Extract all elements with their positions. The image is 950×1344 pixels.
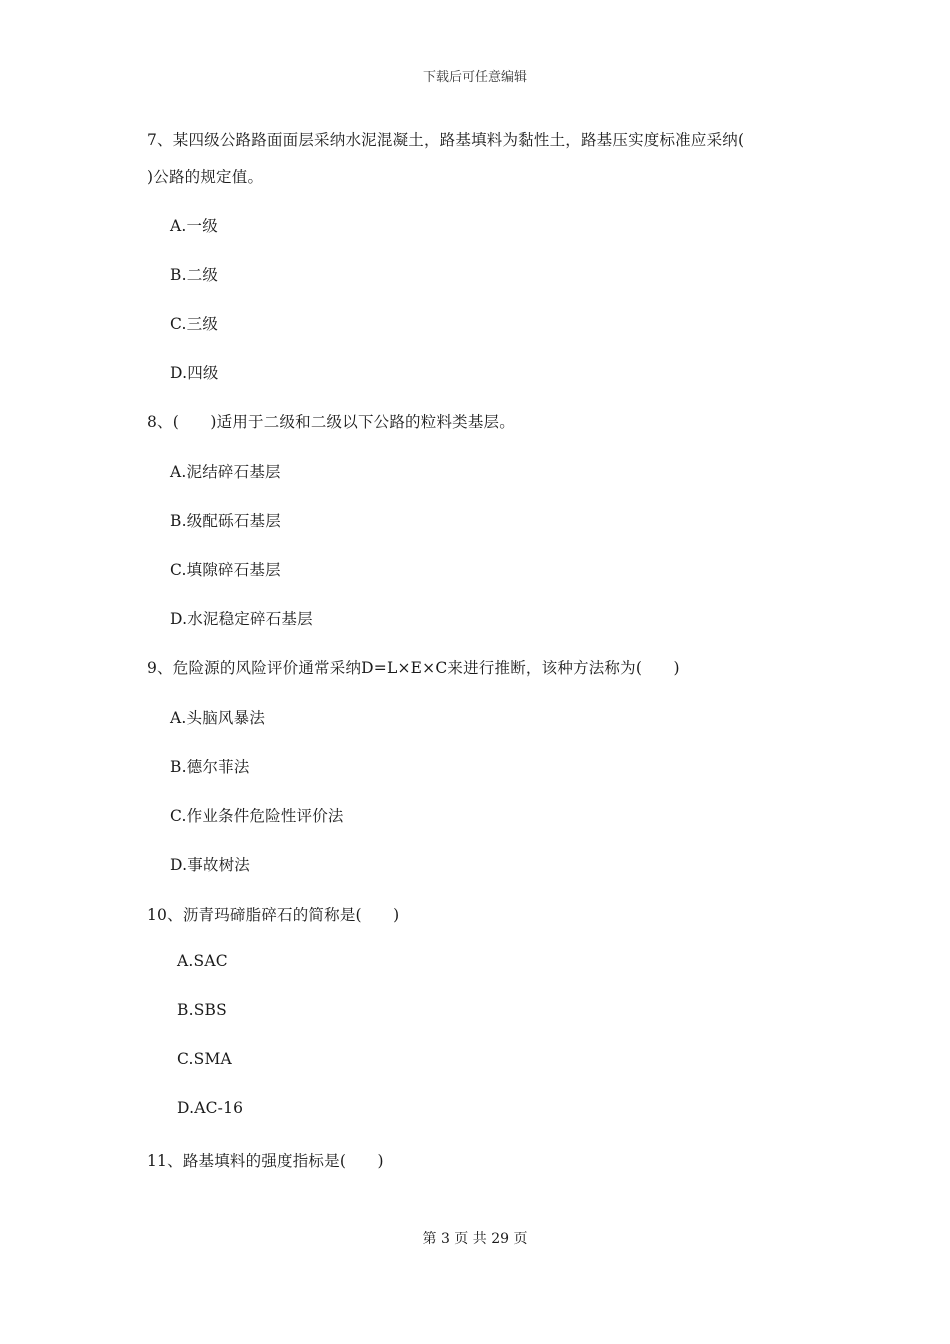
question-7-option-b: B.二级 bbox=[170, 266, 219, 284]
question-9-option-b: B.德尔菲法 bbox=[170, 758, 250, 776]
question-10-option-a: A.SAC bbox=[177, 952, 228, 970]
question-8-option-a: A.泥结碎石基层 bbox=[170, 463, 281, 481]
question-9-option-d: D.事故树法 bbox=[170, 856, 251, 874]
question-11-stem: 11、路基填料的强度指标是( ) bbox=[147, 1152, 384, 1170]
question-8-stem: 8、( )适用于二级和二级以下公路的粒料类基层。 bbox=[147, 413, 515, 431]
question-7-option-a: A.一级 bbox=[170, 217, 218, 235]
question-7-option-c: C.三级 bbox=[170, 315, 219, 333]
question-7-stem-line1: 7、某四级公路路面面层采纳水泥混凝土，路基填料为黏性土，路基压实度标准应采纳( bbox=[147, 131, 745, 149]
question-9-stem: 9、危险源的风险评价通常采纳D=L×E×C来进行推断，该种方法称为( ) bbox=[147, 659, 680, 677]
question-9-option-c: C.作业条件危险性评价法 bbox=[170, 807, 344, 825]
question-7-stem-line2: )公路的规定值。 bbox=[147, 168, 264, 186]
page-footer: 第 3 页 共 29 页 bbox=[422, 1231, 528, 1247]
question-8-option-d: D.水泥稳定碎石基层 bbox=[170, 610, 313, 628]
question-9-option-a: A.头脑风暴法 bbox=[170, 709, 266, 727]
question-7-option-d: D.四级 bbox=[170, 364, 219, 382]
question-10-option-d: D.AC-16 bbox=[177, 1099, 244, 1117]
question-10-stem: 10、沥青玛碲脂碎石的简称是( ) bbox=[147, 906, 400, 924]
page-header: 下载后可任意编辑 bbox=[422, 70, 527, 85]
question-10-option-b: B.SBS bbox=[177, 1001, 227, 1019]
question-8-option-b: B.级配砾石基层 bbox=[170, 512, 281, 530]
question-10-option-c: C.SMA bbox=[177, 1050, 232, 1068]
question-8-option-c: C.填隙碎石基层 bbox=[170, 561, 281, 579]
